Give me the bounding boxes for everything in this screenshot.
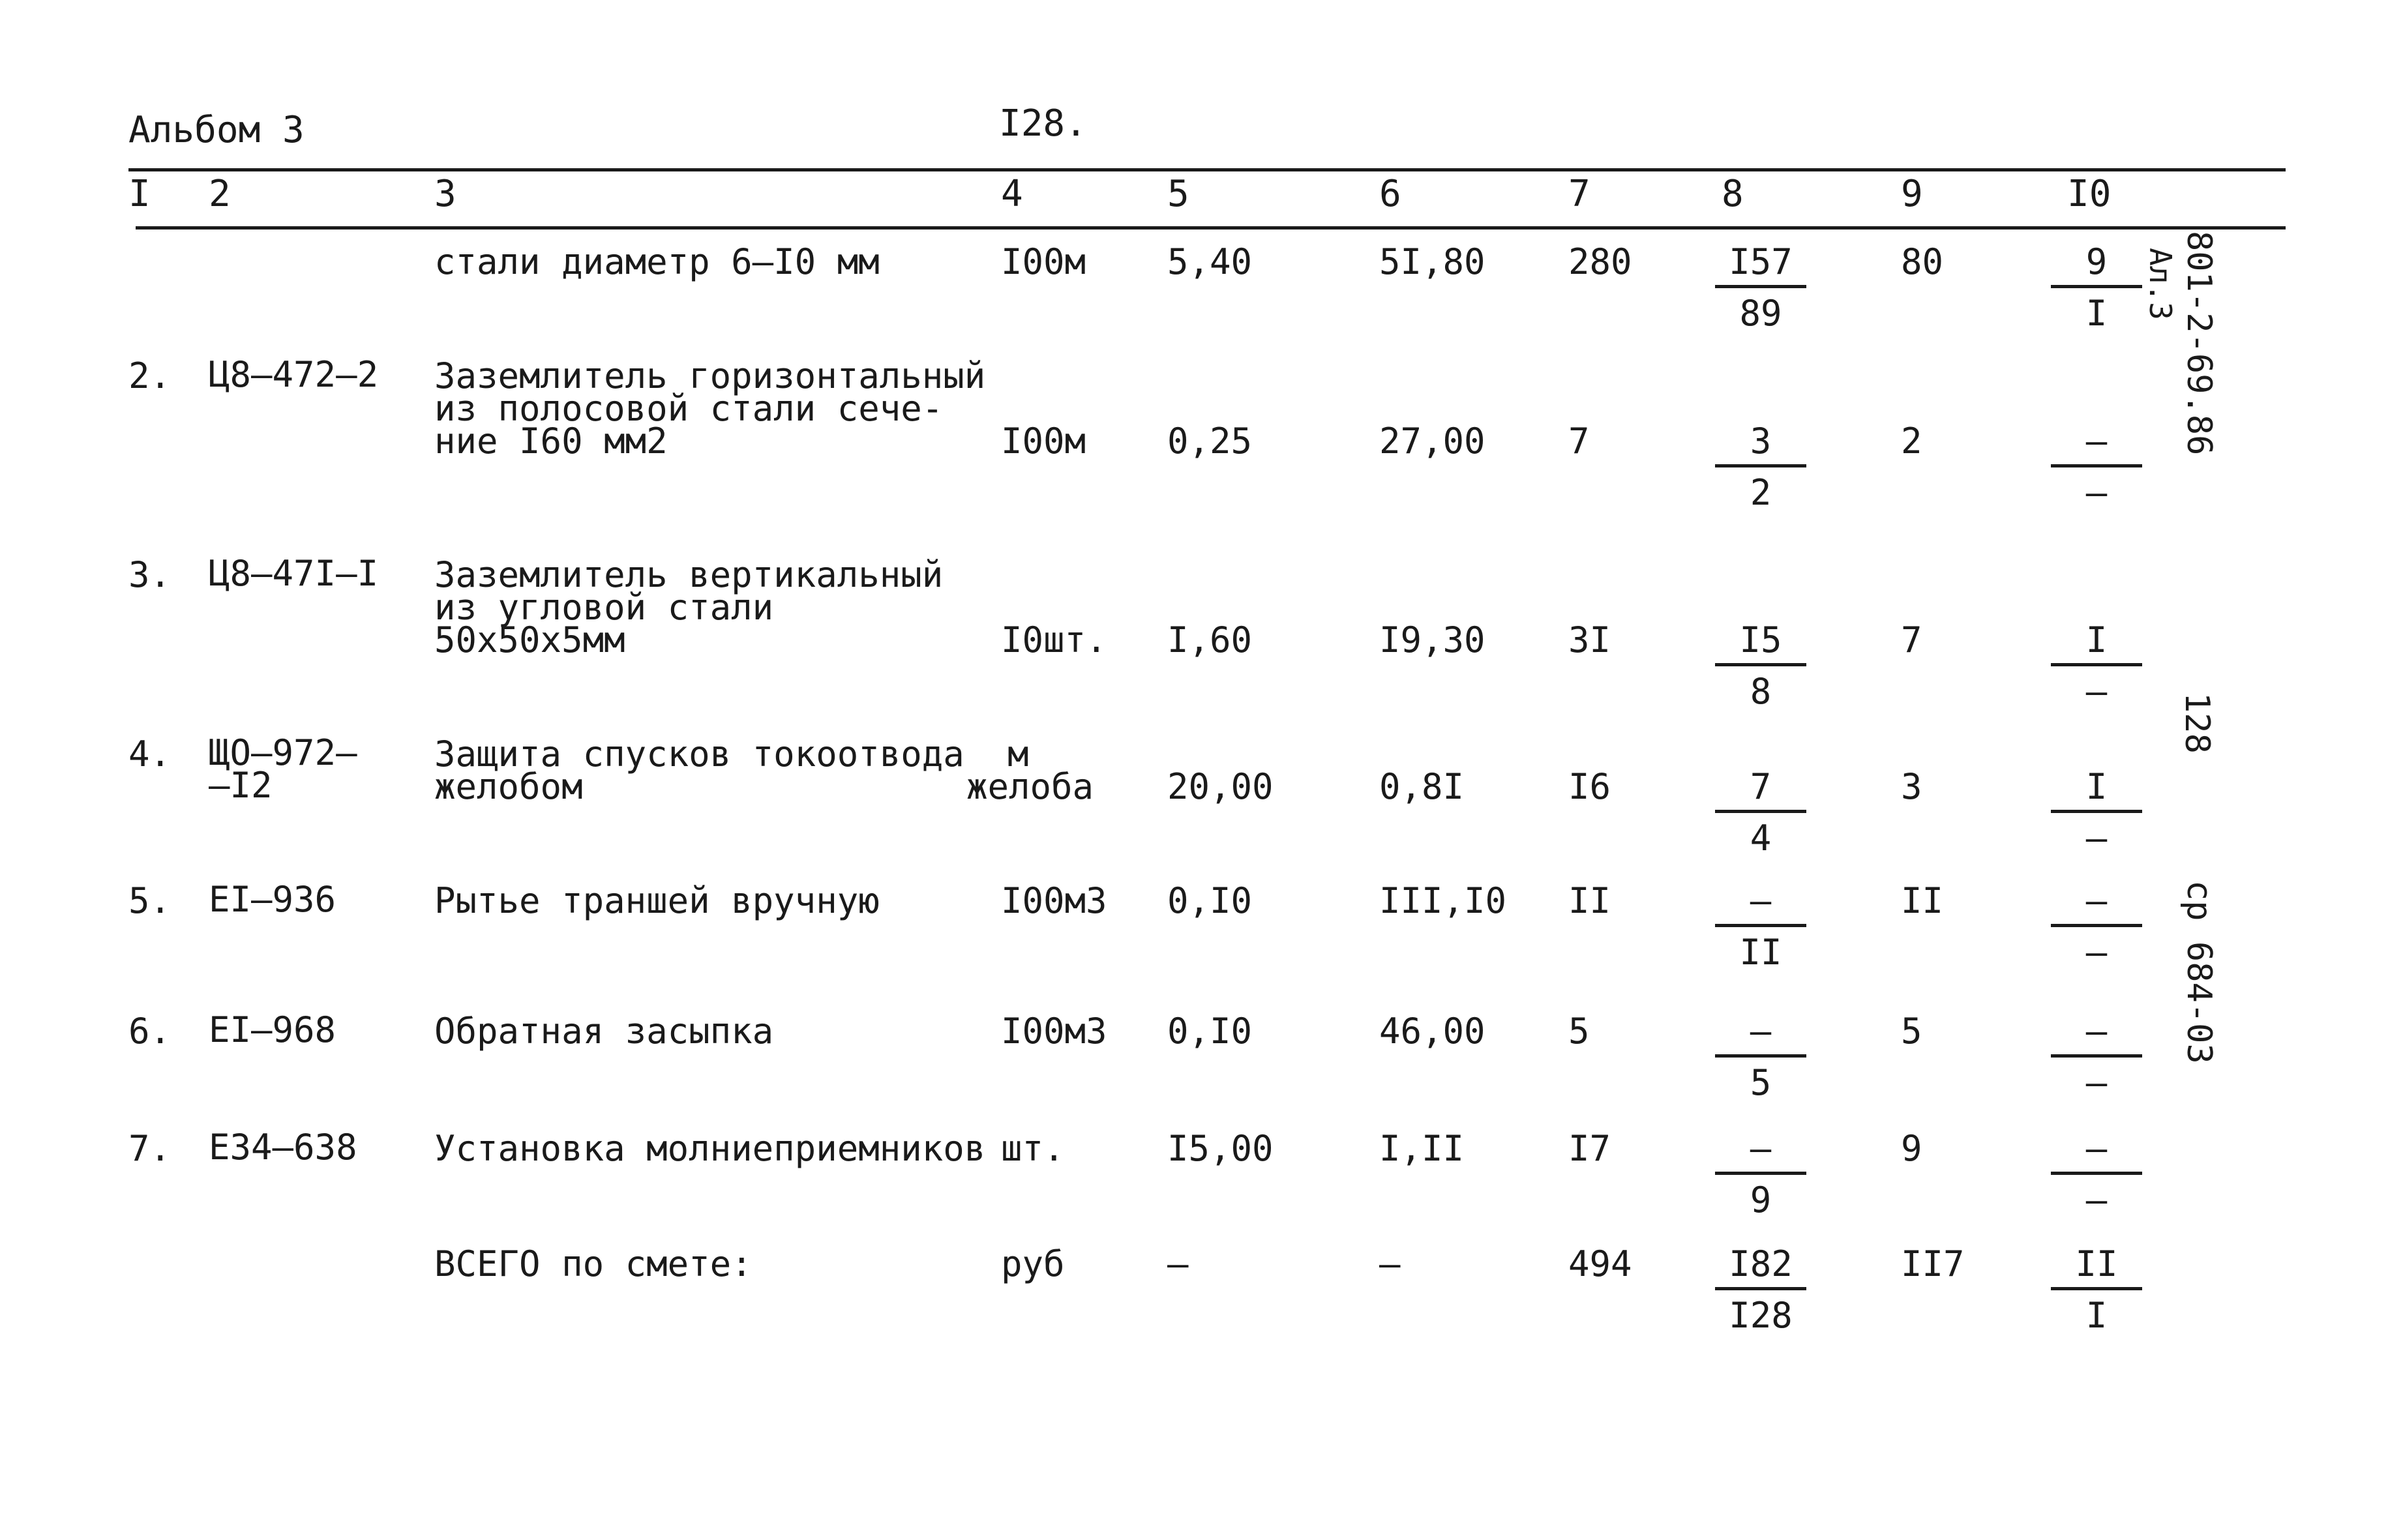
col10-fraction: [2051, 1128, 2142, 1221]
unit-price: 5I,80: [1379, 241, 1485, 282]
description-line: из угловой стали: [434, 587, 774, 628]
unit: I0шт.: [1001, 619, 1107, 660]
col10-fraction-denominator: –: [2085, 818, 2108, 859]
column-number: 6: [1379, 173, 1401, 215]
quantity: 20,00: [1167, 766, 1274, 807]
description-line: Рытье траншей вручную: [434, 880, 880, 921]
total-cost: 280: [1568, 241, 1632, 282]
column-number: 3: [434, 173, 456, 215]
column-number: 7: [1568, 173, 1590, 215]
col8-fraction-numerator: –: [1750, 1011, 1772, 1052]
fraction-bar: [1715, 924, 1806, 927]
unit: I00м3: [1001, 1011, 1107, 1052]
fraction-bar: [2051, 1054, 2142, 1058]
unit: желоба: [966, 766, 1094, 807]
unit-price: 46,00: [1379, 1011, 1485, 1052]
description-line: Защита спусков токоотвода: [434, 733, 964, 775]
fraction-bar: [1715, 464, 1806, 467]
col10-fraction: [2051, 1011, 2142, 1103]
col10-fraction: [2051, 421, 2142, 513]
fraction-bar: [1715, 1172, 1806, 1175]
fraction-bar: [2051, 924, 2142, 927]
project-code-note: 801-2-69.86: [2179, 231, 2218, 456]
total-cost: II: [1568, 880, 1611, 921]
row-number: 4.: [128, 733, 172, 775]
col9-value: 80: [1901, 241, 1944, 282]
unit: I00м: [1001, 241, 1086, 282]
column-number: I: [128, 173, 151, 215]
total-col10-fraction-denominator: I: [2085, 1295, 2108, 1336]
col8-fraction: [1715, 766, 1806, 859]
fraction-bar: [2051, 464, 2142, 467]
unit: м: [1007, 733, 1029, 775]
grand-total: 494: [1568, 1243, 1632, 1284]
unit: I00м3: [1001, 880, 1107, 921]
col8-fraction-denominator: 8: [1750, 671, 1772, 712]
column-number: I0: [2067, 173, 2112, 215]
col9-value: 7: [1901, 619, 1922, 660]
col10-fraction-denominator: I: [2085, 293, 2108, 334]
fraction-bar: [1715, 663, 1806, 666]
description-line: 50x50x5мм: [434, 619, 625, 660]
total-cost: I7: [1568, 1128, 1611, 1169]
total-cost: 3I: [1568, 619, 1611, 660]
margin-page-number: 128: [2177, 692, 2216, 754]
rate-code: E34–638: [209, 1127, 357, 1168]
total-cost: 7: [1568, 421, 1590, 462]
unit-price: 27,00: [1379, 421, 1485, 462]
total-qty: –: [1167, 1243, 1189, 1284]
col8-fraction-numerator: 3: [1750, 421, 1772, 462]
col10-fraction: [2051, 619, 2142, 712]
col10-fraction: [2051, 241, 2142, 334]
col8-fraction-denominator: II: [1739, 932, 1782, 973]
fraction-bar: [1715, 1287, 1806, 1290]
col8-fraction-denominator: 89: [1739, 293, 1782, 334]
description-line: Заземлитель горизонтальный: [434, 355, 986, 396]
quantity: 0,I0: [1167, 1011, 1253, 1052]
col10-fraction-denominator: –: [2085, 1179, 2108, 1221]
fraction-bar: [2051, 810, 2142, 813]
fraction-bar: [1715, 1054, 1806, 1058]
quantity: I5,00: [1167, 1128, 1274, 1169]
unit-price: III,I0: [1379, 880, 1507, 921]
rate-code: EI–936: [209, 879, 336, 920]
col9-value: 2: [1901, 421, 1922, 462]
col8-fraction-numerator: –: [1750, 1128, 1772, 1169]
col8-fraction-denominator: 5: [1750, 1062, 1772, 1103]
col8-fraction: [1715, 619, 1806, 712]
col8-fraction: [1715, 421, 1806, 513]
page-number: I28.: [999, 102, 1087, 145]
col10-fraction-numerator: I: [2085, 766, 2108, 807]
unit: шт.: [1001, 1128, 1065, 1169]
row-number: 6.: [128, 1011, 172, 1052]
col10-fraction-numerator: 9: [2085, 241, 2108, 282]
total-col9: II7: [1901, 1243, 1965, 1284]
col8-fraction-denominator: 4: [1750, 818, 1772, 859]
album-label: Альбом 3: [128, 109, 305, 151]
col10-fraction: [2051, 880, 2142, 973]
top-rule: [128, 168, 2286, 171]
total-col10-fraction-numerator: II: [2075, 1243, 2118, 1284]
quantity: 5,40: [1167, 241, 1253, 282]
total-col10-fraction: [2051, 1243, 2142, 1336]
fraction-bar: [2051, 285, 2142, 288]
fraction-bar: [1715, 810, 1806, 813]
description-line: ние I60 мм2: [434, 421, 668, 462]
total-price: –: [1379, 1243, 1401, 1284]
total-col8-fraction: [1715, 1243, 1806, 1336]
col8-fraction: [1715, 1011, 1806, 1103]
column-number: 9: [1901, 173, 1923, 215]
description-line: Заземлитель вертикальный: [434, 554, 944, 595]
col8-fraction: [1715, 1128, 1806, 1221]
rate-code: Ц8–47I–I: [209, 553, 379, 594]
description-line: из полосовой стали сече-: [434, 388, 944, 429]
col9-value: 3: [1901, 766, 1922, 807]
quantity: 0,25: [1167, 421, 1253, 462]
description-line: Установка молниеприемников: [434, 1128, 986, 1169]
header-rule: [136, 226, 2286, 230]
total-unit: руб: [1001, 1243, 1065, 1284]
col10-fraction-numerator: –: [2085, 421, 2108, 462]
unit: I00м: [1001, 421, 1086, 462]
col8-fraction-denominator: 2: [1750, 472, 1772, 513]
col10-fraction-numerator: –: [2085, 1128, 2108, 1169]
fraction-bar: [1715, 285, 1806, 288]
column-number: 4: [1001, 173, 1023, 215]
col8-fraction-numerator: I5: [1739, 619, 1782, 660]
col8-fraction: [1715, 880, 1806, 973]
unit-price: I9,30: [1379, 619, 1485, 660]
rate-code: ЩО–972– –I2: [209, 732, 357, 806]
col8-fraction: [1715, 241, 1806, 334]
unit-price: I,II: [1379, 1128, 1465, 1169]
col9-value: 9: [1901, 1128, 1922, 1169]
unit-price: 0,8I: [1379, 766, 1465, 807]
description-line: желобом: [434, 766, 583, 807]
fraction-bar: [2051, 663, 2142, 666]
col10-fraction: [2051, 766, 2142, 859]
total-cost: 5: [1568, 1011, 1590, 1052]
col9-value: 5: [1901, 1011, 1922, 1052]
quantity: I,60: [1167, 619, 1253, 660]
col8-fraction-numerator: –: [1750, 880, 1772, 921]
row-number: 7.: [128, 1128, 172, 1169]
column-number: 5: [1167, 173, 1189, 215]
total-cost: I6: [1568, 766, 1611, 807]
col10-fraction-denominator: –: [2085, 932, 2108, 973]
col10-fraction-numerator: –: [2085, 1011, 2108, 1052]
rate-code: Ц8–472–2: [209, 354, 379, 395]
total-col8-fraction-denominator: I28: [1729, 1295, 1793, 1336]
col10-fraction-numerator: I: [2085, 619, 2108, 660]
col8-fraction-denominator: 9: [1750, 1179, 1772, 1221]
col10-fraction-denominator: –: [2085, 472, 2108, 513]
col10-fraction-denominator: –: [2085, 1062, 2108, 1103]
row-number: 2.: [128, 355, 172, 396]
column-number: 8: [1722, 173, 1744, 215]
description-line: Обратная засыпка: [434, 1011, 774, 1052]
rate-code: EI–968: [209, 1009, 336, 1050]
col10-fraction-numerator: –: [2085, 880, 2108, 921]
description-line: стали диаметр 6–I0 мм: [434, 241, 880, 282]
album-note: Ал.3: [2143, 248, 2178, 320]
fraction-bar: [2051, 1172, 2142, 1175]
total-col8-fraction-numerator: I82: [1729, 1243, 1793, 1284]
col8-fraction-numerator: 7: [1750, 766, 1772, 807]
stamp-note: ср 684-03: [2179, 880, 2218, 1064]
col10-fraction-denominator: –: [2085, 671, 2108, 712]
column-number: 2: [209, 173, 231, 215]
col9-value: II: [1901, 880, 1944, 921]
quantity: 0,I0: [1167, 880, 1253, 921]
col8-fraction-numerator: I57: [1729, 241, 1793, 282]
row-number: 3.: [128, 554, 172, 595]
fraction-bar: [2051, 1287, 2142, 1290]
row-number: 5.: [128, 880, 172, 921]
total-label: ВСЕГО по смете:: [434, 1243, 753, 1284]
